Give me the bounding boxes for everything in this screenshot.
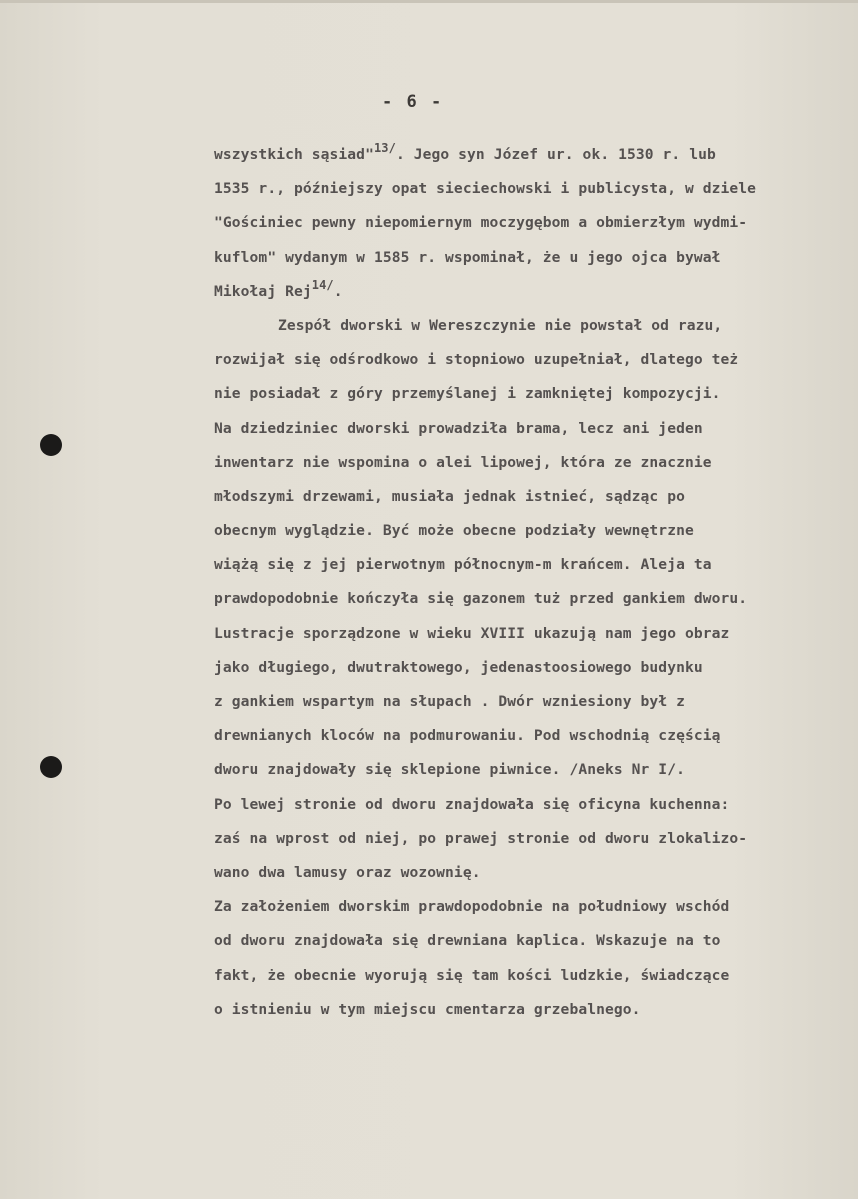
text-line bbox=[214, 685, 846, 719]
line-text: Mikołaj Rej bbox=[214, 282, 312, 300]
line-text: . bbox=[395, 146, 405, 163]
line-text: prawdopodobnie kończyła się gazonem tuż przed gankiem dworu. bbox=[214, 590, 748, 608]
text-line bbox=[214, 890, 846, 924]
line-text: dworu znajdowały się sklepione piwnice. /Aneks Nr I/. bbox=[214, 761, 685, 779]
paper-edge bbox=[0, 0, 858, 3]
line-text: Jego syn Józef ur. ok. 1530 r. lub bbox=[413, 146, 716, 163]
line-text: inwentarz nie wspomina o alei lipowej, która ze znacznie bbox=[214, 453, 712, 471]
page-number: - 6 - bbox=[382, 92, 444, 112]
line-text: Na dziedziniec dworski prowadziła brama, lecz ani jeden bbox=[214, 419, 703, 437]
text-line bbox=[214, 582, 846, 616]
text-line bbox=[214, 514, 846, 548]
line-text: o istnieniu w tym miejscu cmentarza grzebalnego. bbox=[214, 1000, 641, 1018]
line-text: młodszymi drzewami, musiała jednak istnieć, sądząc po bbox=[214, 487, 685, 505]
text-line bbox=[214, 788, 846, 822]
line-text: fakt, że obecnie wyorują się tam kości ludzkie, świadczące bbox=[214, 966, 730, 984]
line-text: 1535 r., późniejszy opat sieciechowski i publicysta, w dziele bbox=[214, 180, 757, 198]
text-line bbox=[214, 719, 846, 753]
text-line bbox=[214, 617, 846, 651]
text-line bbox=[214, 412, 846, 446]
line-text: wano dwa lamusy oraz wozownię. bbox=[214, 863, 481, 881]
line-text: jako długiego, dwutraktowego, jedenastoosiowego budynku bbox=[214, 658, 703, 676]
text-line bbox=[214, 172, 846, 206]
line-text: nie posiadał z góry przemyślanej i zamkniętej kompozycji. bbox=[214, 385, 721, 403]
footnote-ref: 14/ bbox=[311, 277, 334, 292]
text-line bbox=[214, 275, 846, 309]
line-text: zaś na wprost od niej, po prawej stronie od dworu zlokalizo- bbox=[214, 829, 748, 847]
text-line bbox=[214, 924, 846, 958]
text-line bbox=[214, 343, 846, 377]
text-line bbox=[214, 856, 846, 890]
line-text: wszystkich sąsiad" bbox=[214, 146, 374, 163]
text-line bbox=[214, 753, 846, 787]
line-text: . bbox=[333, 282, 343, 300]
line-text: "Gościniec pewny niepomiernym moczygębom a obmierzłym wydmi- bbox=[214, 214, 748, 232]
punch-hole bbox=[40, 434, 62, 456]
text-line bbox=[214, 548, 846, 582]
line-text: drewnianych kloców na podmurowaniu. Pod wschodnią częścią bbox=[214, 727, 721, 745]
text-line bbox=[214, 309, 846, 343]
text-line bbox=[214, 206, 846, 240]
line-text: od dworu znajdowała się drewniana kaplica. Wskazuje na to bbox=[214, 932, 721, 950]
line-text: Za założeniem dworskim prawdopodobnie na południowy wschód bbox=[214, 898, 730, 916]
line-text: wiążą się z jej pierwotnym północnym-m krańcem. Aleja ta bbox=[214, 556, 712, 574]
line-text: kuflom" wydanym w 1585 r. wspominał, że u jego ojca bywał bbox=[214, 248, 721, 266]
punch-hole bbox=[40, 756, 62, 778]
text-line bbox=[214, 241, 846, 275]
line-text: rozwijał się odśrodkowo i stopniowo uzupełniał, dlatego też bbox=[214, 351, 739, 369]
text-line bbox=[214, 480, 846, 514]
body-text bbox=[214, 138, 846, 1027]
text-line bbox=[214, 822, 846, 856]
text-line bbox=[214, 959, 846, 993]
line-text: Po lewej stronie od dworu znajdowała się oficyna kuchenna: bbox=[214, 795, 730, 813]
line-text: obecnym wyglądzie. Być może obecne podziały wewnętrzne bbox=[214, 522, 694, 540]
text-line bbox=[214, 138, 846, 172]
line-text: z gankiem wspartym na słupach . Dwór wzniesiony był z bbox=[214, 693, 685, 710]
footnote-ref: 13/ bbox=[373, 141, 396, 155]
text-line bbox=[214, 993, 846, 1027]
text-line bbox=[214, 446, 846, 480]
line-text: Zespół dworski w Wereszczynie nie powstał od razu, bbox=[278, 316, 723, 334]
line-text: Lustracje sporządzone w wieku XVIII ukazują nam jego obraz bbox=[214, 624, 730, 642]
text-line bbox=[214, 651, 846, 685]
text-line bbox=[214, 377, 846, 411]
